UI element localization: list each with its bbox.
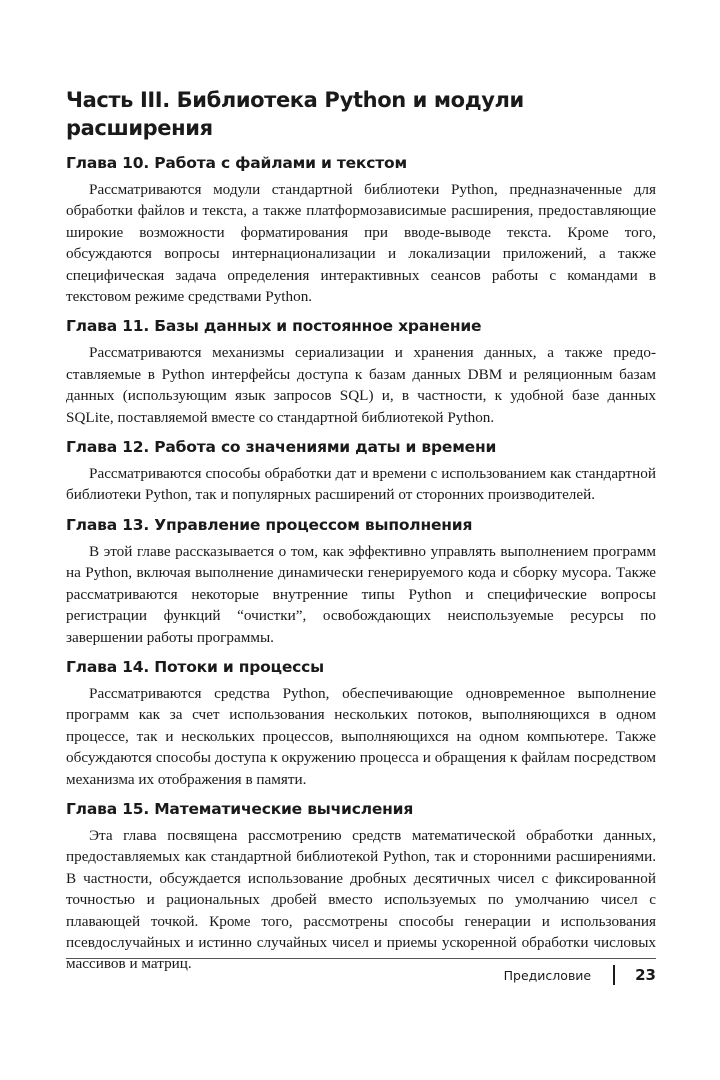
chapter-12: [66, 436, 656, 506]
chapter-title: Глава 10. Работа с файлами и текстом: [66, 154, 407, 172]
page-content: [66, 86, 656, 983]
chapter-description: Рассматриваются способы обработки дат и времени с использованием как стандартной библиотеки Python, так и популярных расширений от сторонних производителей.: [66, 465, 656, 504]
chapter-description: Рассматриваются механизмы сериализации и хранения данных, а также предоставляемые в Python интерфейсы доступа к базам данных DBM и реляционным базам данных (использующим язык запросов SQL) и, в частности, к удобной базе данных SQLite, поставляемой вместе со стандартной библиотекой Python.: [66, 344, 656, 426]
chapter-13: [66, 514, 656, 648]
chapter-title: Глава 13. Управление процессом выполнения: [66, 515, 473, 534]
footer-divider: [66, 958, 656, 959]
page-footer: [504, 964, 656, 986]
page-number: 23: [635, 966, 656, 984]
chapter-title: Глава 14. Потоки и процессы: [66, 657, 324, 676]
part-title: Часть III. Библиотека Python и модули расширения: [66, 88, 524, 140]
chapter-title: Глава 11. Базы данных и постоянное хранение: [66, 317, 482, 336]
chapter-15: [66, 798, 656, 975]
chapter-11: [66, 315, 656, 428]
chapter-10: [66, 152, 656, 307]
footer-separator: [613, 965, 615, 985]
chapter-title: Глава 12. Работа со значениями даты и времени: [66, 438, 497, 457]
chapter-description: Рассматриваются модули стандартной библиотеки Python, предназначенные для обработки файлов и текста, а также платформозависимые расширения, предоставляющие широкие возможности форматирования при вводе-выводе текста. Кроме того, обсуждаются вопросы интернационализации и локализации приложений, а также специфическая задача определения интерактивных сеансов работы с командами в текстовом режиме средствами Python.: [66, 181, 656, 306]
running-footer-label: Предисловие: [503, 967, 592, 983]
chapter-title: Глава 15. Математические вычисления: [66, 799, 414, 818]
chapter-description: Рассматриваются средства Python, обеспечивающие одновременное выполнение программ как за счет использования нескольких потоков, выполняющихся в одном процессе, так и нескольких процессов, выполняющихся на одном компьютере. Также обсуждаются способы доступа к окружению процесса и обращения к файлам посредством механизма их отображения в памяти.: [66, 684, 656, 788]
chapter-description: В этой главе рассказывается о том, как эффективно управлять выполнением программ на Python, включая выполнение динамически генерируемого кода и сборку мусора. Также рассматриваются некоторые внутренние типы Python и специфические вопросы регистрации функций “очистки”, освобождающих неиспользуемые ресурсы по завершении работы программы.: [66, 542, 656, 646]
chapter-description: Эта глава посвящена рассмотрению средств математической обработки данных, предоставляемых как стандартной библиотекой Python, так и сторонними расширениями. В частности, обсуждается использование дробных десятичных чисел с фиксированной точностью и рациональных дробей вместо используемых по умолчанию чисел с плавающей точкой. Кроме того, рассмотрены способы генерации и использования псевдослучайных и истинно случайных чисел и приемы ускоренной обработки числовых массивов и матриц.: [66, 826, 656, 973]
chapter-14: [66, 656, 656, 790]
